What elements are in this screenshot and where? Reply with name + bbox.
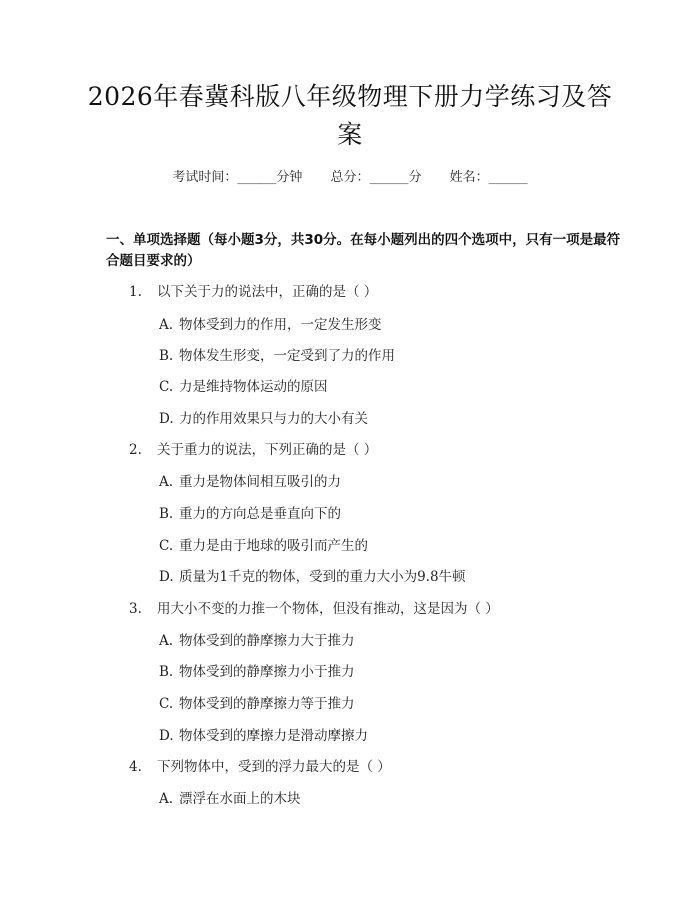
option-1d <box>159 409 619 429</box>
question-3 <box>129 599 629 619</box>
question-2 <box>129 440 629 460</box>
option-letter: B. <box>159 506 174 522</box>
option-text: 质量为1千克的物体，受到的重力大小为9.8牛顿 <box>179 569 466 585</box>
option-1c <box>159 377 619 397</box>
question-number: 3. <box>129 601 142 617</box>
question-number: 4. <box>129 759 142 775</box>
option-text: 力是维持物体运动的原因 <box>179 379 328 395</box>
option-letter: A. <box>159 633 174 649</box>
option-letter: C. <box>159 379 174 395</box>
option-text: 漂浮在水面上的木块 <box>179 791 301 807</box>
exam-meta <box>0 168 700 188</box>
option-text: 物体受到的摩擦力是滑动摩擦力 <box>179 728 368 744</box>
option-3c <box>159 694 619 714</box>
option-2b <box>159 504 619 524</box>
option-text: 物体受到的静摩擦力大于推力 <box>179 633 355 649</box>
option-text: 重力的方向总是垂直向下的 <box>179 506 341 522</box>
option-3a <box>159 631 619 651</box>
section-heading: 一、单项选择题（每小题3分，共30分。在每小题列出的四个选项中，只有一项是最符合题目要求的） <box>106 232 621 269</box>
student-name-label: 姓名：______ <box>449 170 528 185</box>
option-text: 物体受到力的作用，一定发生形变 <box>179 317 382 333</box>
option-letter: A. <box>159 474 174 490</box>
question-text: 用大小不变的力推一个物体，但没有推动，这是因为（ ） <box>157 601 499 617</box>
page-title: 2026年春冀科版八年级物理下册力学练习及答案 <box>87 82 613 149</box>
option-letter: A. <box>159 791 174 807</box>
option-2c <box>159 536 619 556</box>
option-2a <box>159 472 619 492</box>
total-score-label: 总分：______分 <box>330 170 422 185</box>
option-letter: B. <box>159 348 174 364</box>
option-letter: A. <box>159 317 174 333</box>
question-number: 2. <box>129 442 142 458</box>
option-1a <box>159 315 619 335</box>
option-letter: D. <box>159 728 174 744</box>
question-1 <box>129 282 629 302</box>
exam-time-label: 考试时间：______分钟 <box>172 170 303 185</box>
option-letter: D. <box>159 411 174 427</box>
option-3d <box>159 726 619 746</box>
question-4 <box>129 757 629 777</box>
question-number: 1. <box>129 284 142 300</box>
option-letter: D. <box>159 569 174 585</box>
option-text: 力的作用效果只与力的大小有关 <box>179 411 368 427</box>
option-3b <box>159 662 619 682</box>
question-text: 下列物体中，受到的浮力最大的是（ ） <box>157 759 391 775</box>
option-2d <box>159 567 619 587</box>
question-text: 以下关于力的说法中，正确的是（ ） <box>157 284 378 300</box>
option-4a <box>159 789 619 809</box>
option-1b <box>159 346 619 366</box>
option-text: 重力是物体间相互吸引的力 <box>179 474 341 490</box>
option-text: 物体受到的静摩擦力小于推力 <box>179 664 355 680</box>
option-letter: B. <box>159 664 174 680</box>
option-text: 物体受到的静摩擦力等于推力 <box>179 696 355 712</box>
option-text: 物体发生形变，一定受到了力的作用 <box>179 348 395 364</box>
option-letter: C. <box>159 538 174 554</box>
option-letter: C. <box>159 696 174 712</box>
question-text: 关于重力的说法，下列正确的是（ ） <box>157 442 378 458</box>
option-text: 重力是由于地球的吸引而产生的 <box>179 538 368 554</box>
